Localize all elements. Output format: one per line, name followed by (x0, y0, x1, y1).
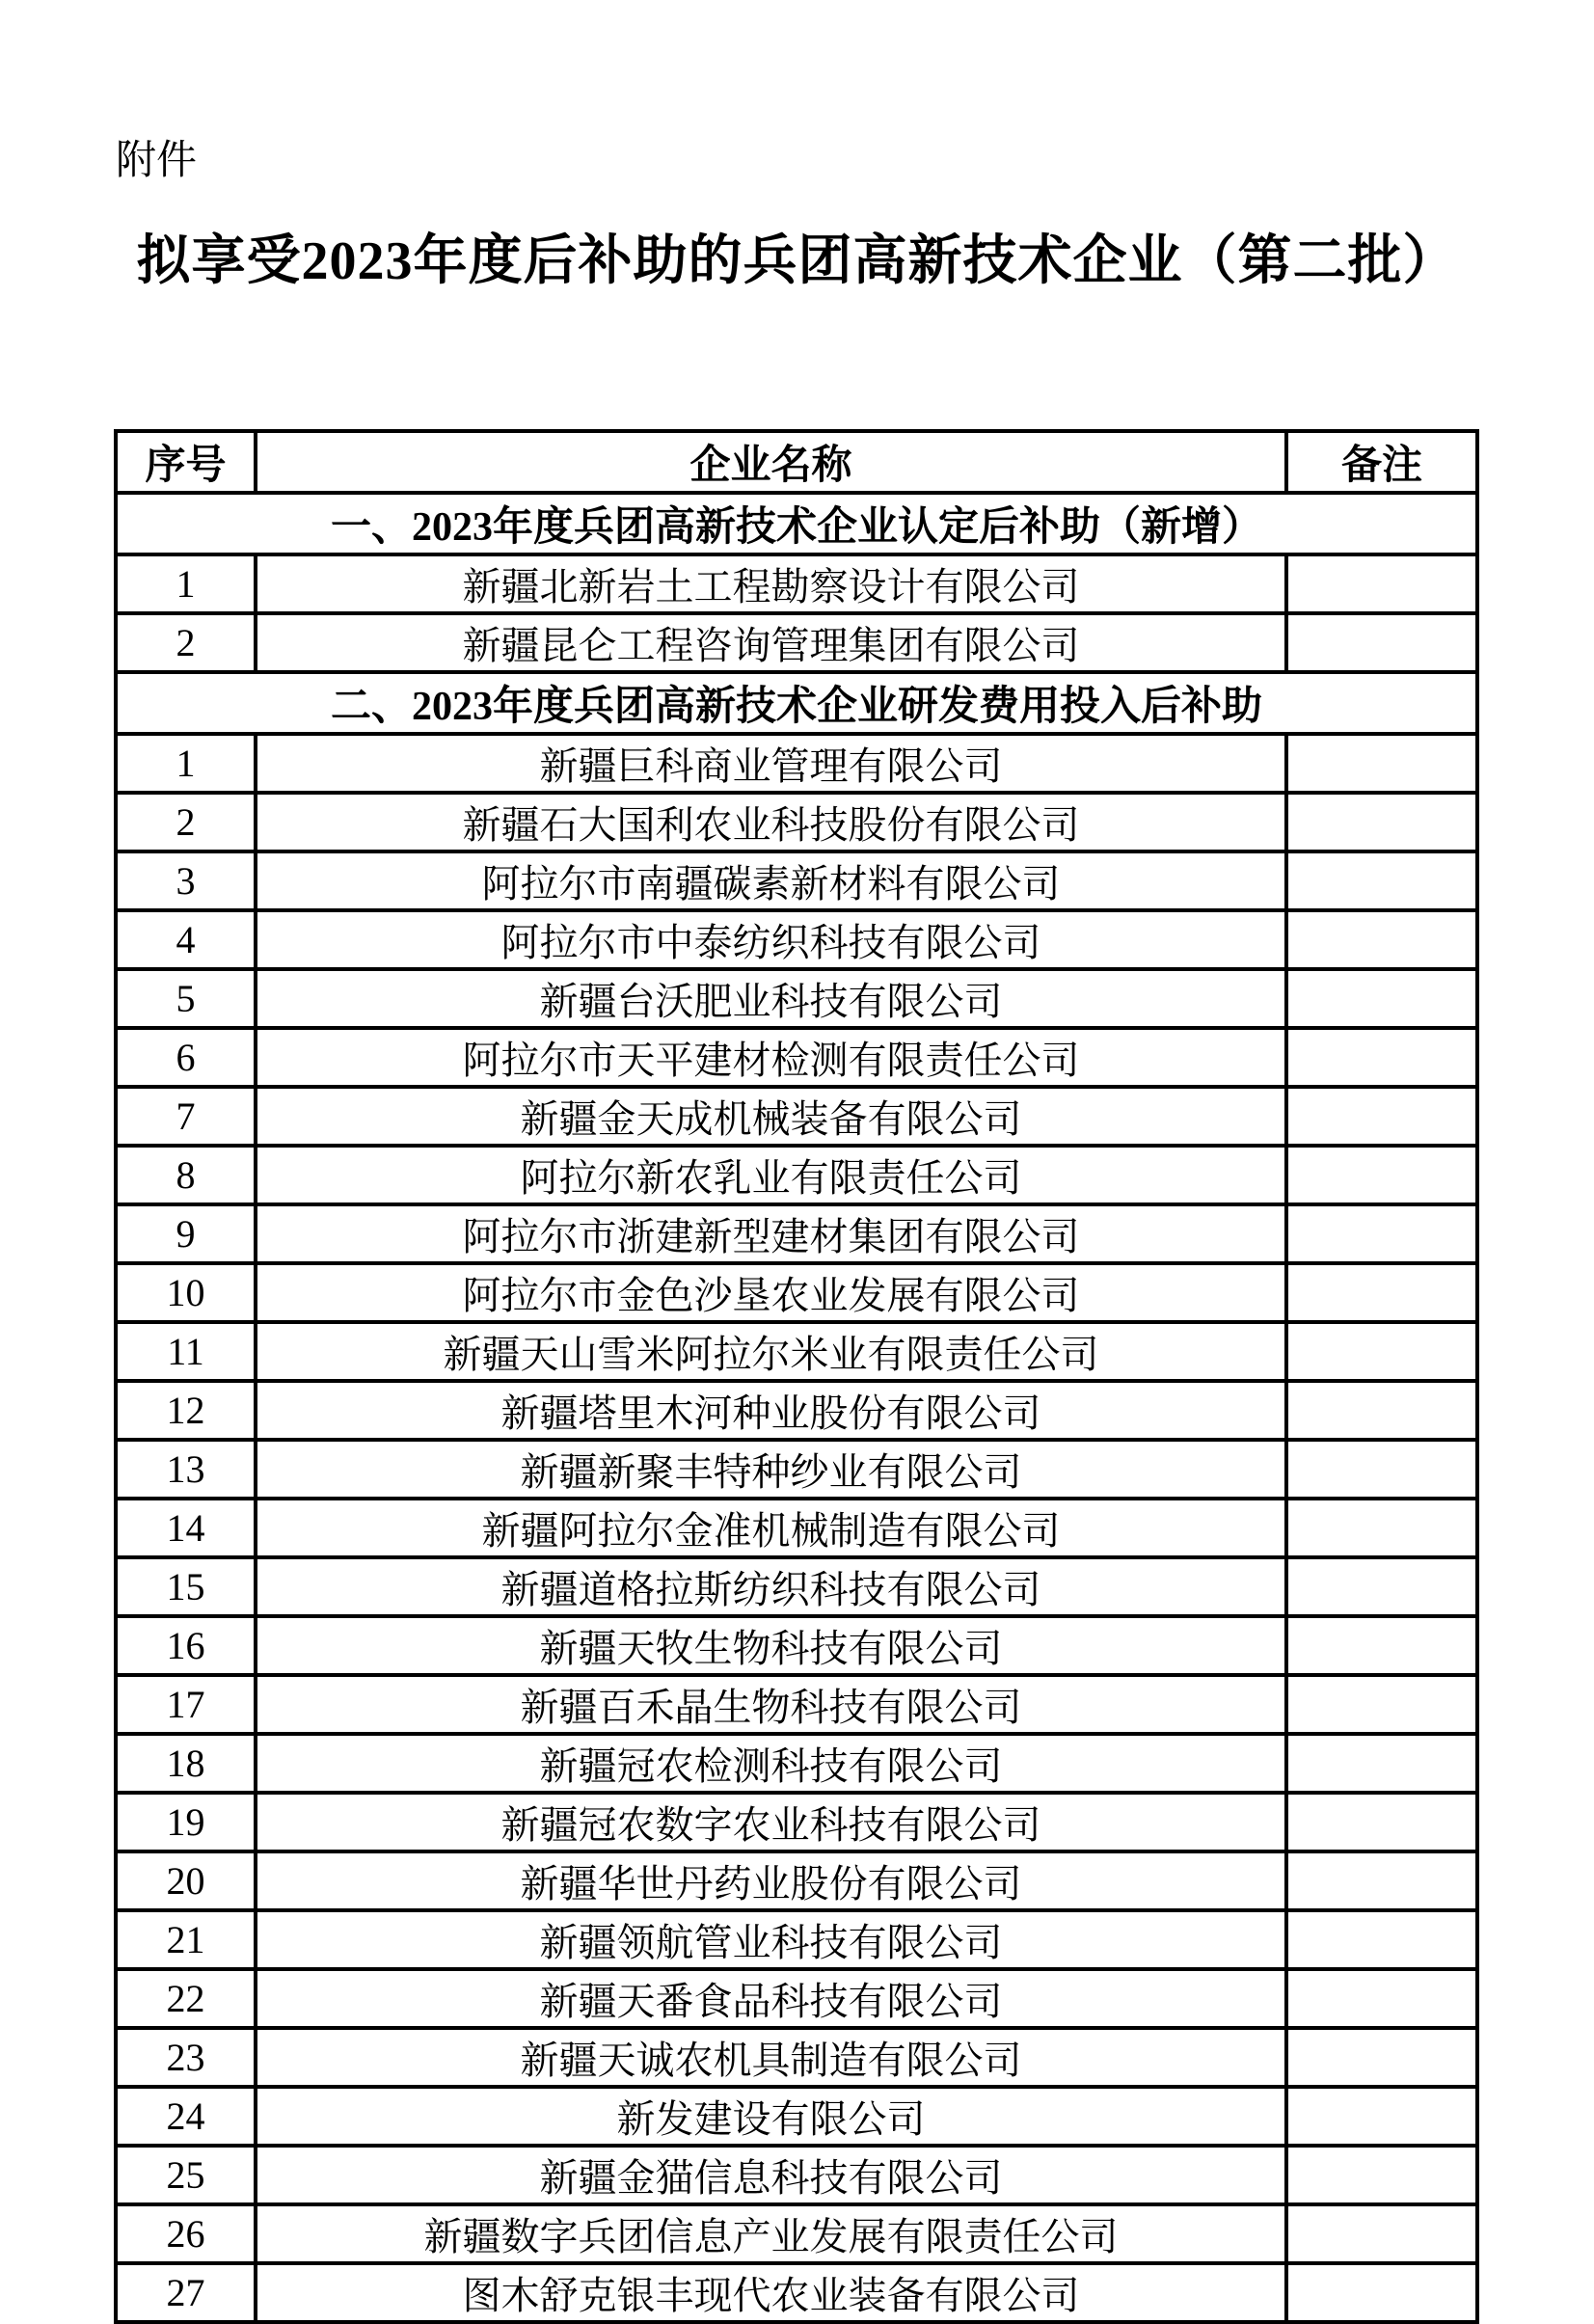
company-name: 新疆塔里木河种业股份有限公司 (256, 1381, 1286, 1440)
table-row (116, 1910, 1477, 1969)
company-name: 新疆天诚农机具制造有限公司 (256, 2028, 1286, 2087)
row-remark (1286, 1499, 1477, 1557)
table-row (116, 1499, 1477, 1557)
row-index: 26 (116, 2204, 256, 2263)
row-index: 20 (116, 1851, 256, 1910)
table-row (116, 1028, 1477, 1087)
row-remark (1286, 734, 1477, 793)
row-remark (1286, 851, 1477, 910)
company-name: 新疆昆仑工程咨询管理集团有限公司 (256, 613, 1286, 672)
row-remark (1286, 1381, 1477, 1440)
row-remark (1286, 1675, 1477, 1734)
table-row (116, 1087, 1477, 1146)
table-row (116, 1557, 1477, 1616)
table-row (116, 793, 1477, 851)
row-remark (1286, 1851, 1477, 1910)
enterprise-table (114, 429, 1479, 2324)
company-name: 新疆华世丹药业股份有限公司 (256, 1851, 1286, 1910)
company-name: 新疆天山雪米阿拉尔米业有限责任公司 (256, 1322, 1286, 1381)
column-header-name: 企业名称 (256, 431, 1286, 493)
row-index: 8 (116, 1146, 256, 1204)
row-remark (1286, 1440, 1477, 1499)
row-remark (1286, 1028, 1477, 1087)
row-remark (1286, 1734, 1477, 1793)
company-name: 新疆数字兵团信息产业发展有限责任公司 (256, 2204, 1286, 2263)
company-name: 阿拉尔市南疆碳素新材料有限公司 (256, 851, 1286, 910)
company-name: 新发建设有限公司 (256, 2087, 1286, 2146)
row-remark (1286, 1204, 1477, 1263)
table-row (116, 910, 1477, 969)
table-row (116, 1263, 1477, 1322)
row-index: 14 (116, 1499, 256, 1557)
company-name: 新疆金猫信息科技有限公司 (256, 2146, 1286, 2204)
table-row (116, 1793, 1477, 1851)
table-row (116, 613, 1477, 672)
company-name: 新疆阿拉尔金准机械制造有限公司 (256, 1499, 1286, 1557)
table-header-row (116, 431, 1477, 493)
row-index: 27 (116, 2263, 256, 2322)
row-index: 1 (116, 554, 256, 613)
row-index: 10 (116, 1263, 256, 1322)
row-remark (1286, 613, 1477, 672)
table-row (116, 1322, 1477, 1381)
row-index: 5 (116, 969, 256, 1028)
row-index: 18 (116, 1734, 256, 1793)
company-name: 新疆巨科商业管理有限公司 (256, 734, 1286, 793)
column-header-index: 序号 (116, 431, 256, 493)
table-row (116, 734, 1477, 793)
row-remark (1286, 1910, 1477, 1969)
company-name: 新疆北新岩土工程勘察设计有限公司 (256, 554, 1286, 613)
row-index: 12 (116, 1381, 256, 1440)
row-index: 23 (116, 2028, 256, 2087)
row-remark (1286, 910, 1477, 969)
company-name: 新疆新聚丰特种纱业有限公司 (256, 1440, 1286, 1499)
row-remark (1286, 1087, 1477, 1146)
row-index: 11 (116, 1322, 256, 1381)
section-heading: 一、2023年度兵团高新技术企业认定后补助（新增） (116, 493, 1477, 554)
row-remark (1286, 969, 1477, 1028)
table-row (116, 969, 1477, 1028)
row-remark (1286, 2146, 1477, 2204)
company-name: 阿拉尔市浙建新型建材集团有限公司 (256, 1204, 1286, 1263)
company-name: 阿拉尔市金色沙垦农业发展有限公司 (256, 1263, 1286, 1322)
company-name: 新疆百禾晶生物科技有限公司 (256, 1675, 1286, 1734)
company-name: 新疆天番食品科技有限公司 (256, 1969, 1286, 2028)
row-index: 15 (116, 1557, 256, 1616)
company-name: 新疆台沃肥业科技有限公司 (256, 969, 1286, 1028)
table-row (116, 1440, 1477, 1499)
table-row (116, 1969, 1477, 2028)
row-index: 25 (116, 2146, 256, 2204)
table-row (116, 1734, 1477, 1793)
table-row (116, 1146, 1477, 1204)
row-remark (1286, 2028, 1477, 2087)
company-name: 图木舒克银丰现代农业装备有限公司 (256, 2263, 1286, 2322)
table-row (116, 554, 1477, 613)
row-remark (1286, 554, 1477, 613)
row-index: 4 (116, 910, 256, 969)
row-remark (1286, 1146, 1477, 1204)
row-index: 7 (116, 1087, 256, 1146)
column-header-remark: 备注 (1286, 431, 1477, 493)
section-header-row (116, 672, 1477, 734)
row-index: 9 (116, 1204, 256, 1263)
page-title: 拟享受2023年度后补助的兵团高新技术企业（第二批） (136, 231, 1458, 291)
section-heading: 二、2023年度兵团高新技术企业研发费用投入后补助 (116, 672, 1477, 734)
row-remark (1286, 1322, 1477, 1381)
row-remark (1286, 2087, 1477, 2146)
row-index: 2 (116, 613, 256, 672)
row-remark (1286, 793, 1477, 851)
table-row (116, 1616, 1477, 1675)
company-name: 阿拉尔市中泰纺织科技有限公司 (256, 910, 1286, 969)
table-row (116, 2146, 1477, 2204)
row-remark (1286, 1263, 1477, 1322)
row-remark (1286, 1793, 1477, 1851)
company-name: 新疆冠农检测科技有限公司 (256, 1734, 1286, 1793)
row-remark (1286, 1557, 1477, 1616)
row-index: 19 (116, 1793, 256, 1851)
row-index: 17 (116, 1675, 256, 1734)
company-name: 阿拉尔市天平建材检测有限责任公司 (256, 1028, 1286, 1087)
company-name: 新疆天牧生物科技有限公司 (256, 1616, 1286, 1675)
row-remark (1286, 1616, 1477, 1675)
row-remark (1286, 2263, 1477, 2322)
table-row (116, 1675, 1477, 1734)
row-index: 24 (116, 2087, 256, 2146)
row-index: 16 (116, 1616, 256, 1675)
attachment-label: 附件 (116, 139, 198, 183)
table-row (116, 1851, 1477, 1910)
company-name: 新疆冠农数字农业科技有限公司 (256, 1793, 1286, 1851)
table-row (116, 2028, 1477, 2087)
company-name: 新疆道格拉斯纺织科技有限公司 (256, 1557, 1286, 1616)
company-name: 新疆石大国利农业科技股份有限公司 (256, 793, 1286, 851)
row-index: 2 (116, 793, 256, 851)
section-header-row (116, 493, 1477, 554)
company-name: 新疆领航管业科技有限公司 (256, 1910, 1286, 1969)
table-row (116, 1204, 1477, 1263)
row-index: 6 (116, 1028, 256, 1087)
row-index: 22 (116, 1969, 256, 2028)
table-row (116, 1381, 1477, 1440)
row-remark (1286, 1969, 1477, 2028)
company-name: 新疆金天成机械装备有限公司 (256, 1087, 1286, 1146)
row-index: 21 (116, 1910, 256, 1969)
row-index: 1 (116, 734, 256, 793)
row-index: 3 (116, 851, 256, 910)
table-row (116, 851, 1477, 910)
company-name: 阿拉尔新农乳业有限责任公司 (256, 1146, 1286, 1204)
table-row (116, 2263, 1477, 2322)
table-row (116, 2087, 1477, 2146)
row-index: 13 (116, 1440, 256, 1499)
